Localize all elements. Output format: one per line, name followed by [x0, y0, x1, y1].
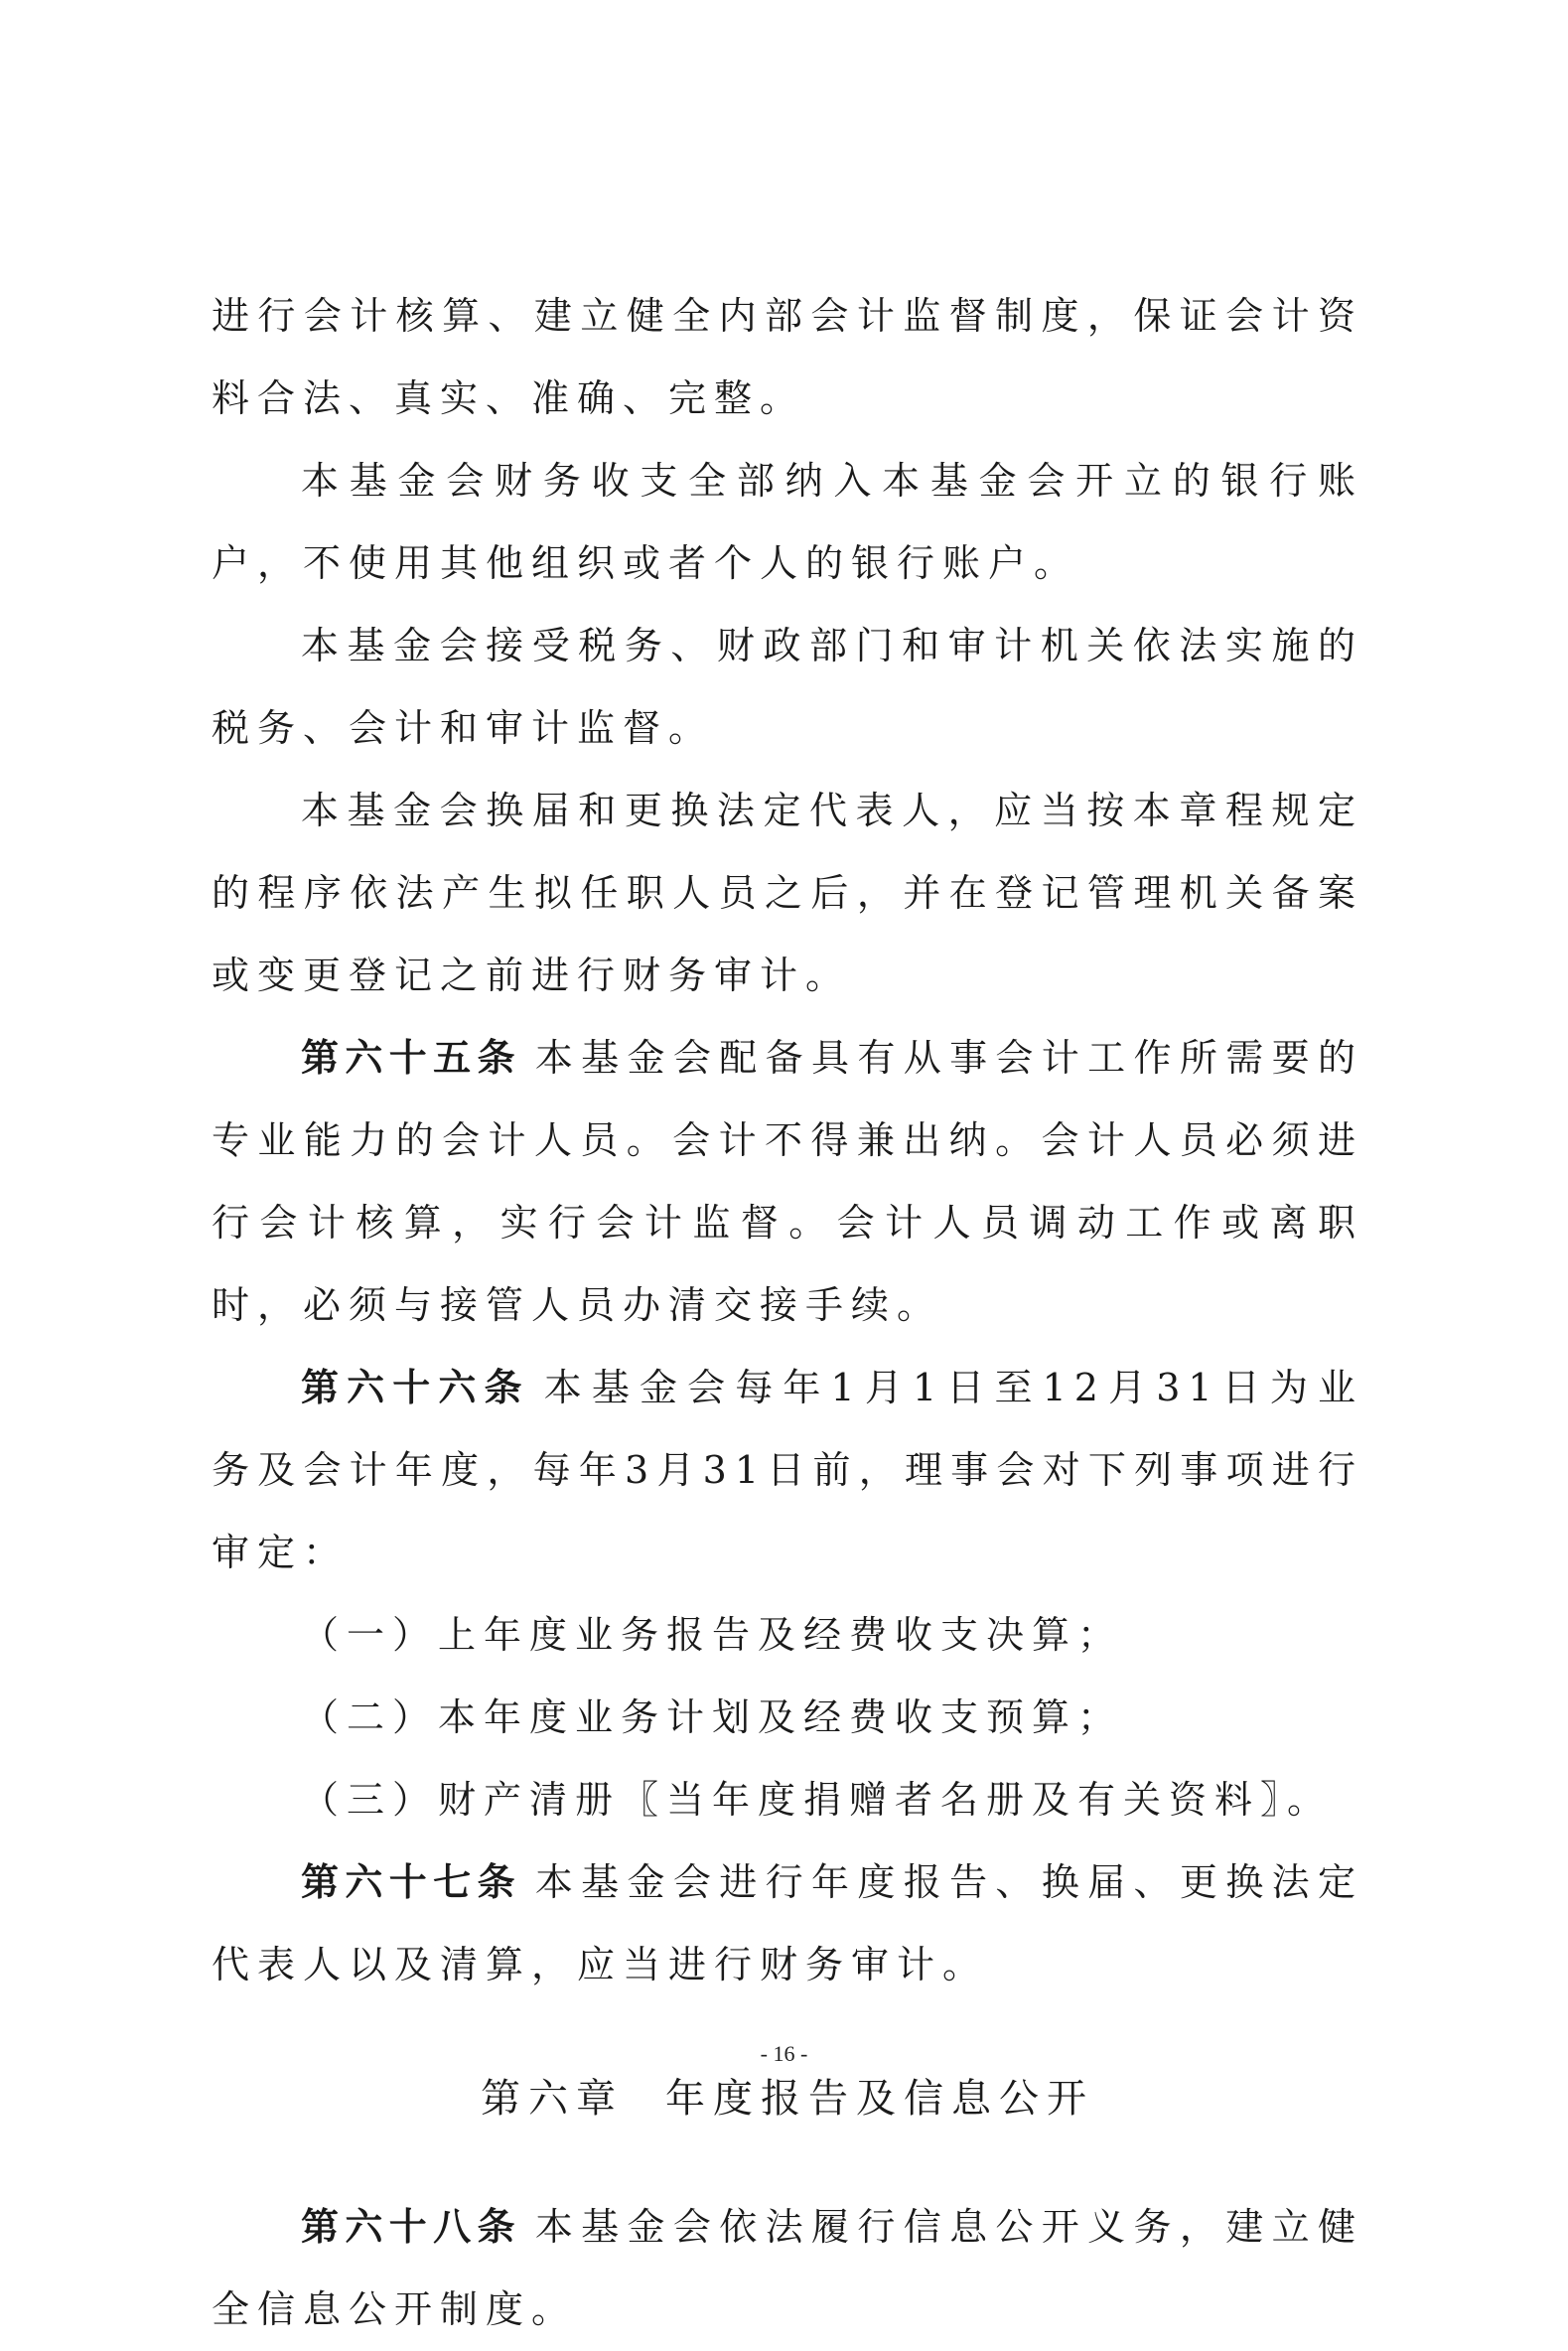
chapter-title: 年度报告及信息公开 — [665, 2076, 1094, 2122]
paragraph-bank-accounts: 本基金会财务收支全部纳入本基金会开立的银行账户，不使用其他组织或者个人的银行账户。 — [212, 459, 1363, 585]
article-text: 本基金会依法履行信息公开义务，建立健全信息公开制度。 — [212, 2205, 1363, 2331]
chapter-number: 第六章 — [481, 2076, 624, 2122]
list-item: （一）上年度业务报告及经费收支决算； — [301, 1613, 1124, 1657]
article-label: 第六十六条 — [301, 1366, 530, 1409]
article-68 — [212, 2186, 1363, 2351]
article-label: 第六十七条 — [301, 1860, 521, 1904]
article-label: 第六十五条 — [301, 1036, 521, 1080]
article-67 — [212, 1841, 1363, 2006]
chapter-heading — [212, 2058, 1363, 2140]
page-content — [212, 275, 1363, 2351]
article-text: 本基金会每年1月1日至12月31日为业务及会计年度，每年3月31日前，理事会对下列事项进行审定： — [212, 1366, 1363, 1574]
article-text: 本基金会进行年度报告、换届、更换法定代表人以及清算，应当进行财务审计。 — [212, 1860, 1363, 1986]
article-65 — [212, 1017, 1363, 1347]
paragraph-continuation: 进行会计核算、建立健全内部会计监督制度，保证会计资料合法、真实、准确、完整。 — [212, 294, 1363, 420]
page-number: - 16 - — [760, 2041, 808, 2066]
list-item: （三）财产清册〖当年度捐赠者名册及有关资料〗。 — [301, 1778, 1334, 1822]
list-item: （二）本年度业务计划及经费收支预算； — [301, 1695, 1124, 1739]
paragraph-audit-on-change: 本基金会换届和更换法定代表人，应当按本章程规定的程序依法产生拟任职人员之后，并在登记管理机关备案或变更登记之前进行财务审计。 — [212, 789, 1363, 997]
article-66 — [212, 1347, 1363, 1594]
article-text: 本基金会配备具有从事会计工作所需要的专业能力的会计人员。会计不得兼出纳。会计人员必须进行会计核算，实行会计监督。会计人员调动工作或离职时，必须与接管人员办清交接手续。 — [212, 1036, 1363, 1327]
article-label: 第六十八条 — [301, 2205, 521, 2249]
paragraph-supervision: 本基金会接受税务、财政部门和审计机关依法实施的税务、会计和审计监督。 — [212, 624, 1363, 750]
